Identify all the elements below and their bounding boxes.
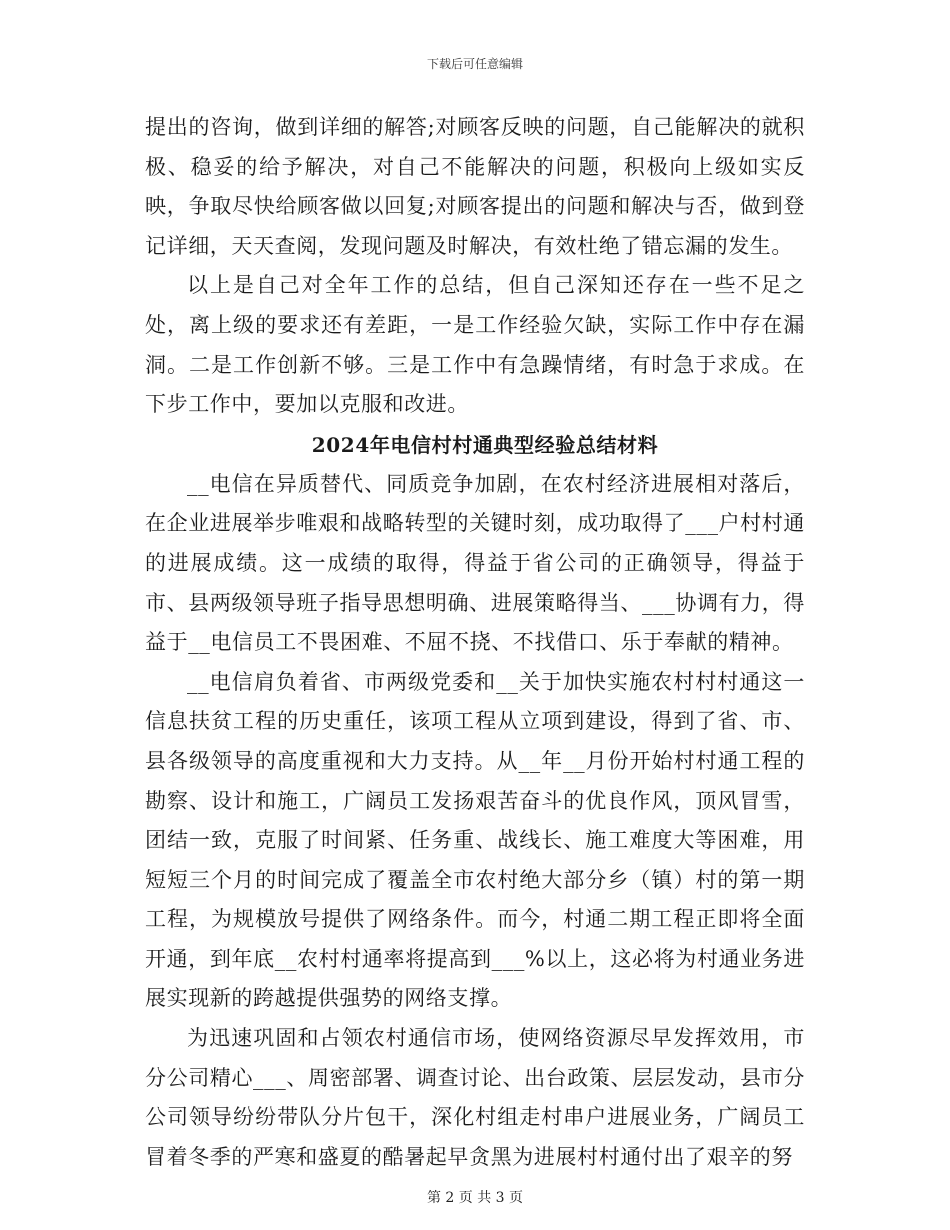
body-paragraph-2: 以上是自己对全年工作的总结，但自己深知还存在一些不足之处，离上级的要求还有差距，一是工作经验欠缺，实际工作中存在漏洞。二是工作创新不够。三是工作中有急躁情绪，有时急于求成。在下步工作中，要加以克服和改进。	[145, 273, 805, 417]
section-title: 2024年电信村村通典型经验总结材料	[311, 432, 659, 457]
section-paragraph-1: __电信在异质替代、同质竞争加剧，在农村经济进展相对落后，在企业进展举步唯艰和战略转型的关键时刻，成功取得了___户村村通的进展成绩。这一成绩的取得，得益于省公司的正确领导，得益于市、县两级领导班子指导思想明确、进展策略得当、___协调有力，得益于__电信员工不畏困难、不屈不挠、不找借口、乐于奉献的精神。	[145, 471, 805, 655]
page-footer: 第 2 页 共 3 页	[426, 1190, 524, 1206]
section-paragraph-2: __电信肩负着省、市两级党委和__关于加快实施农村村村通这一信息扶贫工程的历史重任，该项工程从立项到建设，得到了省、市、县各级领导的高度重视和大力支持。从__年__月份开始村村通工程的勘察、设计和施工，广阔员工发扬艰苦奋斗的优良作风，顶风冒雪，团结一致，克服了时间紧、任务重、战线长、施工难度大等困难，用短短三个月的时间完成了覆盖全市农村绝大部分乡（镇）村的第一期工程，为规模放号提供了网络条件。而今，村通二期工程正即将全面开通，到年底__农村村通率将提高到___%以上，这必将为村通业务进展实现新的跨越提供强势的网络支撑。	[145, 669, 805, 1011]
body-paragraph-1: 提出的咨询，做到详细的解答;对顾客反映的问题，自己能解决的就积极、稳妥的给予解决，对自己不能解决的问题，积极向上级如实反映，争取尽快给顾客做以回复;对顾客提出的问题和解决与否，做到登记详细，天天查阅，发现问题及时解决，有效杜绝了错忘漏的发生。	[145, 115, 805, 258]
page-header: 下载后可任意编辑	[426, 57, 523, 71]
section-paragraph-3: 为迅速巩固和占领农村通信市场，使网络资源尽早发挥效用，市分公司精心___、周密部署、调查讨论、出台政策、层层发动，县市分公司领导纷纷带队分片包干，深化村组走村串户进展业务，广阔员工冒着冬季的严寒和盛夏的酷暑起早贪黑为进展村村通付出了艰辛的努	[145, 1026, 805, 1169]
document-body	[145, 108, 805, 1177]
